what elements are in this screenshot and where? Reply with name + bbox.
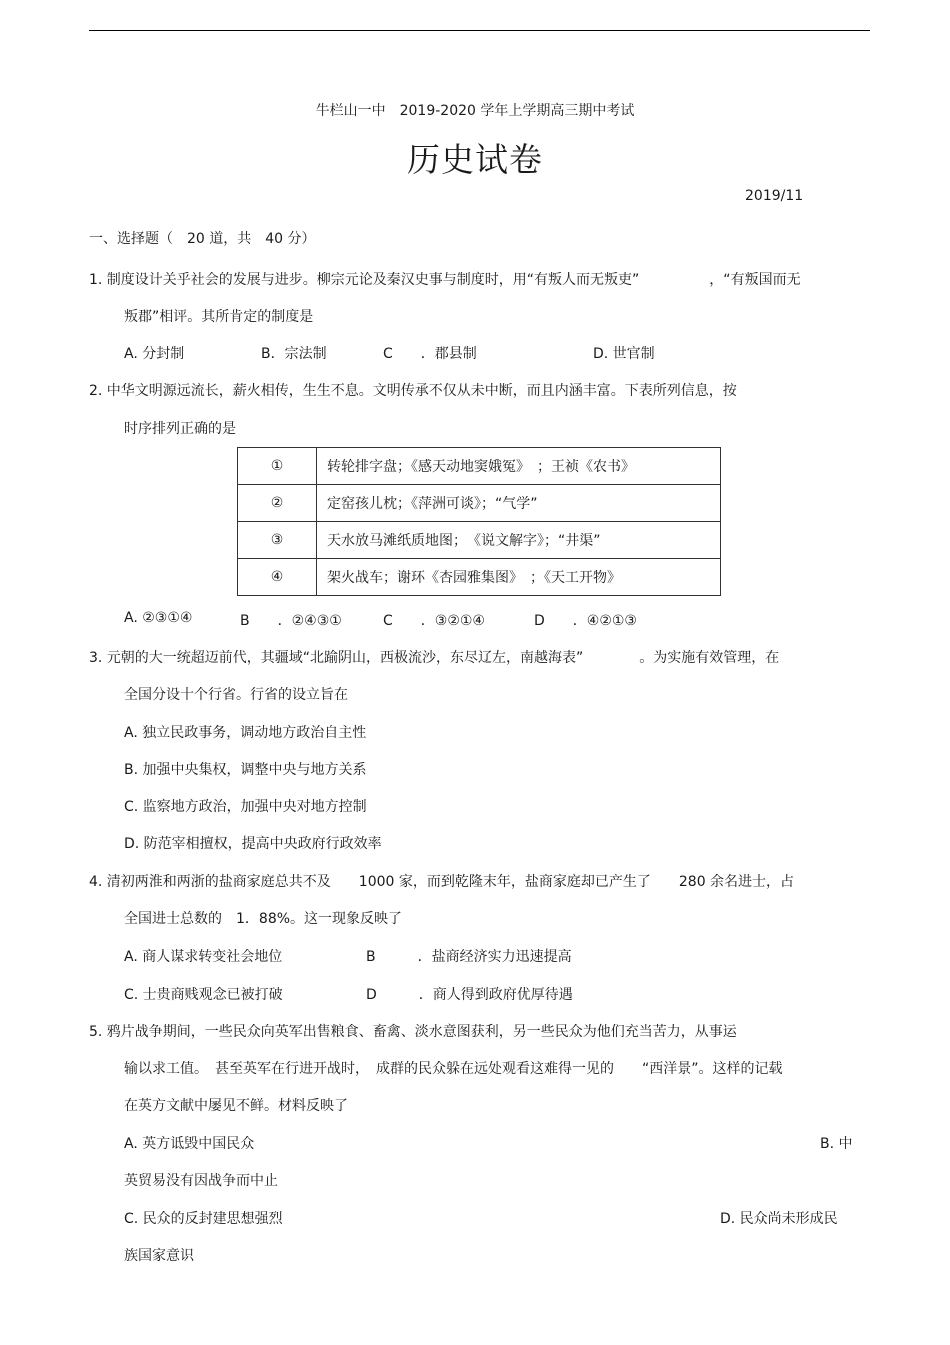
q5-option-a[interactable]: A. 英方诋毁中国民众	[124, 1136, 255, 1152]
q2-option-a[interactable]: A. ②③①④	[124, 610, 193, 626]
exam-subtitle: 牛栏山一中 2019-2020 学年上学期高三期中考试	[315, 103, 635, 119]
q5-stem-line-2: 输以求工值。 甚至英军在行进开战时， 成群的民众躲在远处观看这难得一见的 “西洋景”。这样的记载	[124, 1061, 783, 1077]
table-cell-text: 转轮排字盘；《感天动地窦娥冤》 ；王祯《农书》	[317, 448, 721, 485]
q2-option-c[interactable]: C ．③②①④	[383, 613, 485, 629]
q1-stem-line-1: 1. 制度设计关乎社会的发展与进步。柳宗元论及秦汉史事与制度时，用“有叛人而无叛吏” ，“有叛国而无	[89, 272, 801, 288]
q2-option-b[interactable]: B ．②④③①	[240, 613, 342, 629]
table-cell-number: ④	[238, 559, 317, 596]
q4-option-a[interactable]: A. 商人谋求转变社会地位	[124, 949, 283, 965]
q5-option-b[interactable]: B. 中	[820, 1136, 853, 1152]
q5-option-c[interactable]: C. 民众的反封建思想强烈	[124, 1211, 283, 1227]
section-heading: 一、选择题（ 20 道，共 40 分）	[89, 231, 316, 247]
table-cell-text: 架火战车；谢环《杏园雅集图》 ；《天工开物》	[317, 559, 721, 596]
q3-option-a[interactable]: A. 独立民政事务，调动地方政治自主性	[124, 725, 367, 741]
q2-option-d[interactable]: D ．④②①③	[534, 613, 637, 629]
q4-option-d[interactable]: D ．商人得到政府优厚待遇	[366, 987, 573, 1003]
table-cell-text: 天水放马滩纸质地图； 《说文解字》；“井渠”	[317, 522, 721, 559]
page-title: 历史试卷	[407, 140, 543, 179]
q1-stem-line-2: 叛郡”相评。其所肯定的制度是	[124, 309, 314, 325]
q5-option-b-continued: 英贸易没有因战争而中止	[124, 1173, 278, 1189]
table-cell-text: 定窑孩儿枕；《萍洲可谈》；“气学”	[317, 485, 721, 522]
table-row	[238, 485, 721, 522]
q2-stem-line-1: 2. 中华文明源远流长，薪火相传，生生不息。文明传承不仅从未中断，而且内涵丰富。下表所列信息，按	[89, 383, 737, 399]
q5-option-d-continued: 族国家意识	[124, 1248, 194, 1264]
q5-stem-line-1: 5. 鸦片战争期间，一些民众向英军出售粮食、畜禽、淡水意图获利，另一些民众为他们充当苦力，从事运	[89, 1024, 737, 1040]
top-rule	[89, 30, 870, 31]
q3-option-c[interactable]: C. 监察地方政治，加强中央对地方控制	[124, 799, 367, 815]
q3-stem-line-1: 3. 元朝的大一统超迈前代，其疆域“北踰阴山，西极流沙，东尽辽左，南越海表” 。为实施有效管理，在	[89, 650, 780, 666]
table-cell-number: ①	[238, 448, 317, 485]
q5-option-d[interactable]: D. 民众尚未形成民	[720, 1211, 838, 1227]
q3-stem-line-2: 全国分设十个行省。行省的设立旨在	[124, 687, 348, 703]
q4-option-c[interactable]: C. 士贵商贱观念已被打破	[124, 987, 283, 1003]
table-cell-number: ③	[238, 522, 317, 559]
q1-option-b[interactable]: B．宗法制	[261, 346, 327, 362]
q5-stem-line-3: 在英方文献中屡见不鲜。材料反映了	[124, 1098, 348, 1114]
table-cell-number: ②	[238, 485, 317, 522]
q4-stem-line-1: 4. 清初两淮和两浙的盐商家庭总共不及 1000 家，而到乾隆末年，盐商家庭却已产生了 280 余名进士，占	[89, 874, 795, 890]
q3-option-b[interactable]: B. 加强中央集权，调整中央与地方关系	[124, 762, 367, 778]
q3-option-d[interactable]: D. 防范宰相擅权，提高中央政府行政效率	[124, 836, 382, 852]
q4-option-b[interactable]: B ．盐商经济实力迅速提高	[366, 949, 572, 965]
table-row	[238, 522, 721, 559]
q1-option-a[interactable]: A. 分封制	[124, 346, 185, 362]
table-row	[238, 448, 721, 485]
q2-info-table	[237, 447, 721, 596]
q1-option-d[interactable]: D. 世官制	[593, 346, 655, 362]
exam-date: 2019/11	[745, 188, 804, 204]
q1-option-c[interactable]: C ．郡县制	[383, 346, 477, 362]
q4-stem-line-2: 全国进士总数的 1．88%。这一现象反映了	[124, 911, 403, 927]
table-row	[238, 559, 721, 596]
q2-stem-line-2: 时序排列正确的是	[124, 421, 236, 437]
